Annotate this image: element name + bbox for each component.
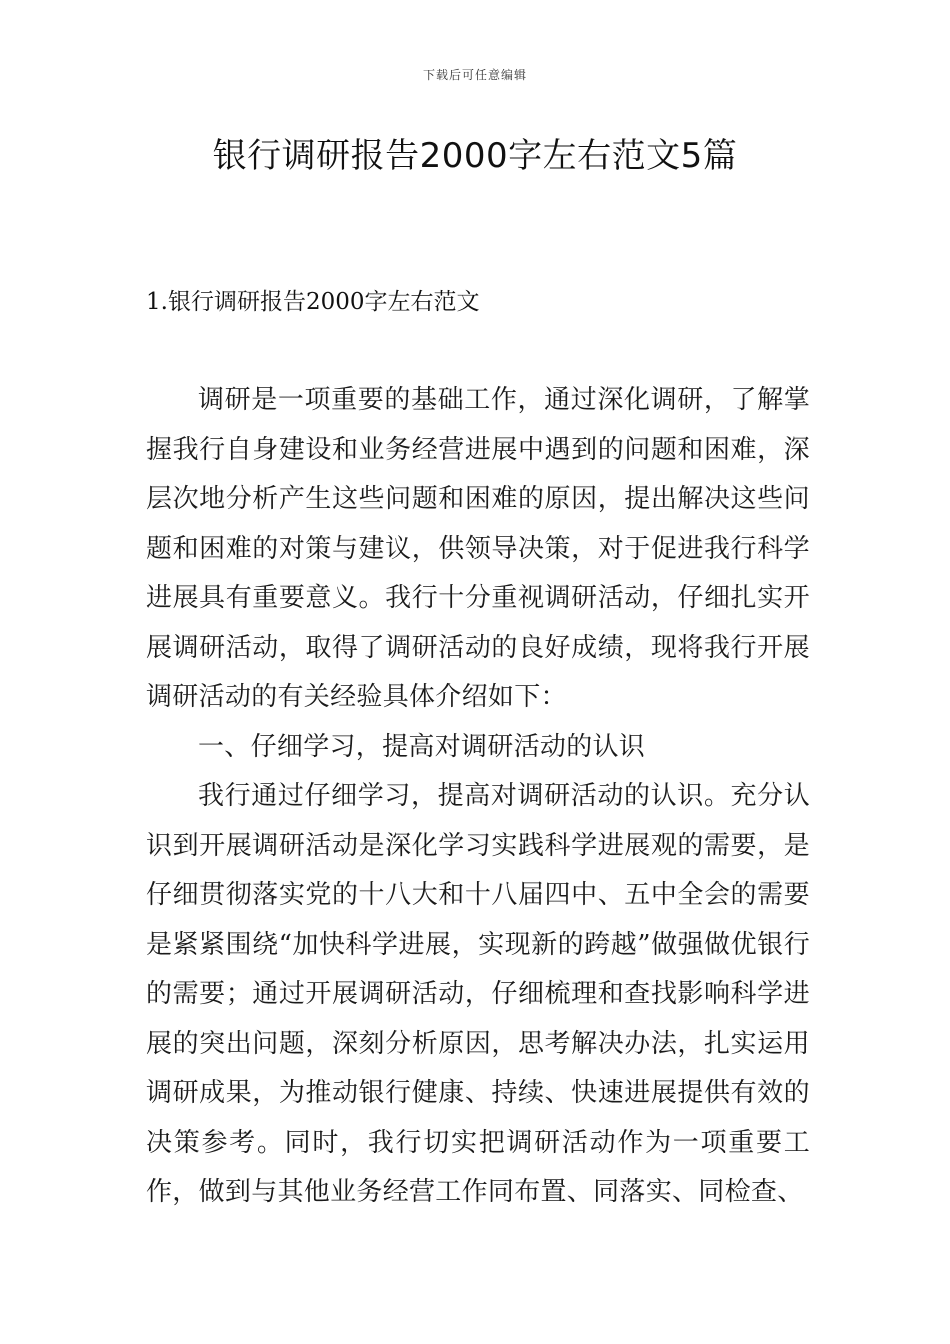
body-paragraph-intro: 调研是一项重要的基础工作，通过深化调研，了解掌握我行自身建设和业务经营进展中遇到的问题和困难，深层次地分析产生这些问题和困难的原因，提出解决这些问题和困难的对策与建议，供领导决策，对于促进我行科学进展具有重要意义。我行十分重视调研活动，仔细扎实开展调研活动，取得了调研活动的良好成绩，现将我行开展调研活动的有关经验具体介绍如下： (146, 385, 810, 712)
header-note: 下载后可任意编辑 (422, 68, 527, 82)
document-body (146, 376, 810, 1218)
body-subheading: 一、仔细学习，提高对调研活动的认识 (198, 731, 646, 762)
section-title: 1.银行调研报告2000字左右范文 (146, 289, 480, 315)
document-title: 银行调研报告2000字左右范文5篇 (212, 136, 738, 176)
body-paragraph-study: 我行通过仔细学习，提高对调研活动的认识。充分认识到开展调研活动是深化学习实践科学进展观的需要，是仔细贯彻落实党的十八大和十八届四中、五中全会的需要是紧紧围绕“加快科学进展，实现新的跨越”做强做优银行的需要；通过开展调研活动，仔细梳理和查找影响科学进展的突出问题，深刻分析原因，思考解决办法，扎实运用调研成果，为推动银行健康、持续、快速进展提供有效的决策参考。同时，我行切实把调研活动作为一项重要工作，做到与其他业务经营工作同布置、同落实、同检查、 (146, 781, 810, 1207)
